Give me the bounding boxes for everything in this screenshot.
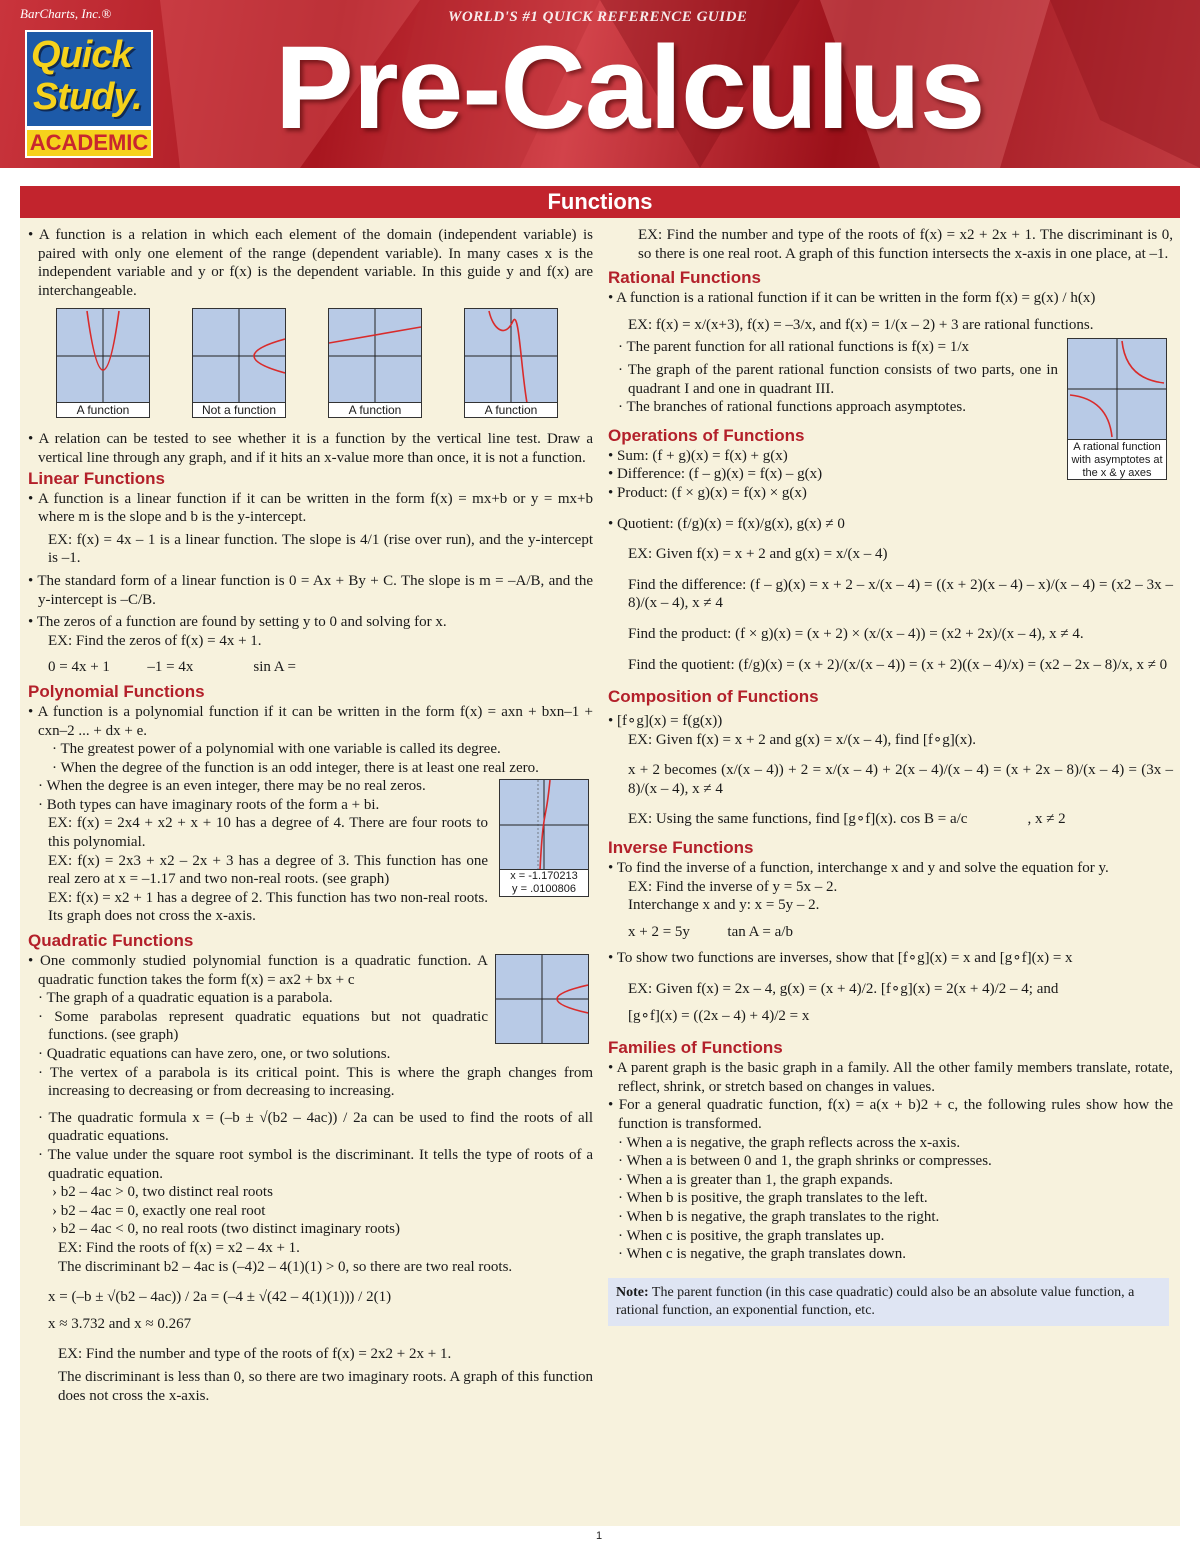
logo-box	[25, 30, 153, 128]
graph-parabola	[56, 308, 150, 418]
operation-quotient: • Quotient: (f/g)(x) = f(x)/g(x), g(x) ≠ 0	[608, 515, 845, 532]
discriminant-zero: › b2 – 4ac = 0, exactly one real root	[52, 1202, 266, 1219]
zeros-definition: • The zeros of a function are found by setting y to 0 and solving for x.	[28, 614, 447, 631]
quadratic-example-1-formula: x = (–b ± √(b2 – 4ac)) / 2a = (–4 ± √(42 – 4(1)(1))) / 2(1)	[48, 1289, 392, 1306]
rule-a-between: · When a is between 0 and 1, the graph shrinks or compresses.	[618, 1153, 992, 1170]
calculator-y: y = .0100806	[512, 883, 576, 896]
quadratic-formula: · The quadratic formula x = (–b ± √(b2 – 4ac)) / 2a can be used to find the roots of all quadratic equations.	[38, 1109, 593, 1145]
graph-caption-2: Not a function	[193, 402, 285, 417]
families-heading: Families of Functions	[608, 1038, 783, 1058]
note-text: The parent function (in this case quadratic) could also be an absolute value function, a rational function, an exponential function, etc.	[616, 1284, 1135, 1318]
graph-sideways-plot	[193, 309, 285, 417]
graph-caption-4: A function	[465, 402, 557, 417]
calculator-x: x = -1.170213	[510, 870, 578, 883]
operations-example: EX: Given f(x) = x + 2 and g(x) = x/(x – 4)	[628, 546, 888, 563]
polynomial-definition: • A function is a polynomial function if it can be written in the form f(x) = axn + bxn–1 + cxn–2 ... + dx + e.	[28, 703, 593, 739]
graph-sideways-parabola	[192, 308, 286, 418]
polynomial-even: · When the degree is an even integer, there may be no real zeros.	[38, 778, 426, 795]
polynomial-examples-text	[28, 777, 488, 926]
rule-c-negative: · When c is negative, the graph translates down.	[618, 1246, 906, 1263]
polynomial-degree: · The greatest power of a polynomial with one variable is called its degree.	[52, 741, 501, 758]
quadratic-example-2: EX: Find the number and type of the roots of f(x) = 2x2 + 2x + 1.	[58, 1346, 452, 1363]
graph-caption-1: A function	[57, 402, 149, 417]
rational-heading: Rational Functions	[608, 268, 761, 288]
inverse-interchange: Interchange x and y: x = 5y – 2.	[628, 897, 820, 914]
graph-polynomial-plot	[500, 780, 588, 870]
quadratic-heading: Quadratic Functions	[28, 931, 194, 951]
logo-academic: ACADEMIC	[25, 128, 153, 158]
rational-asymptotes: · The branches of rational functions approach asymptotes.	[618, 399, 966, 416]
operation-product: • Product: (f × g)(x) = f(x) × g(x)	[608, 484, 807, 501]
graph-rational	[1067, 338, 1167, 480]
quadratic-example-1: EX: Find the roots of f(x) = x2 – 4x + 1.	[58, 1239, 300, 1256]
linear-standard-form: • The standard form of a linear function is 0 = Ax + By + C. The slope is m = –A/B, and the y-intercept is –C/B.	[28, 572, 593, 608]
composition-heading: Composition of Functions	[608, 687, 819, 707]
operations-difference-work: Find the difference: (f – g)(x) = x + 2 – x/(x – 4) = ((x + 2)(x – 4) – x)/(x – 4) = (x2 – 3x – 8)/(x – 4), x ≠ 4	[628, 576, 1173, 612]
graph-rational-plot	[1068, 339, 1166, 439]
quadratic-discriminant: · The value under the square root symbol is the discriminant. It tells the type of roots of a quadratic equation.	[38, 1146, 593, 1182]
composition-example: EX: Given f(x) = x + 2 and g(x) = x/(x – 4), find [f∘g](x).	[628, 731, 977, 748]
page-title: Pre-Calculus	[275, 22, 985, 154]
function-graphs-row	[28, 308, 593, 418]
quadratic-example-1-discriminant: The discriminant b2 – 4ac is (–4)2 – 4(1)(1) > 0, so there are two real roots.	[58, 1258, 513, 1275]
rational-parent-text	[608, 338, 1058, 416]
right-column	[608, 226, 1173, 1326]
inverse-verification: • To show two functions are inverses, show that [f∘g](x) = x and [g∘f](x) = x	[608, 950, 1073, 967]
section-title: Functions	[547, 189, 653, 214]
graph-cubic-plot	[465, 309, 557, 417]
quadratic-definition: • One commonly studied polynomial function is a quadratic function. A quadratic function takes the form f(x) = ax2 + bx + c	[28, 953, 488, 988]
polynomial-imaginary: · Both types can have imaginary roots of the form a + bi.	[38, 796, 380, 813]
polynomial-odd: · When the degree of the function is an odd integer, there is at least one real zero.	[52, 759, 539, 776]
graph-rational-caption: A rational function with asymptotes at the x & y axes	[1068, 439, 1166, 479]
function-definition: • A function is a relation in which each element of the domain (independent variable) is paired with only one element of the range (dependent variable). In many cases x is the independent variable and y or f(x) is the dependent variable. In this guide y and f(x) are interchangeable.	[28, 227, 593, 299]
families-note-box	[608, 1278, 1169, 1326]
quadratic-parabola: · The graph of a quadratic equation is a parabola.	[38, 990, 333, 1007]
composition-example-2-tail: , x ≠ 2	[1027, 811, 1066, 828]
discriminant-zero-example: EX: Find the number and type of the roots of f(x) = x2 + 2x + 1. The discriminant is 0, so there is one real root. A graph of this function intersects the x-axis in one place, at –1.	[638, 227, 1173, 262]
polynomial-example-2: EX: f(x) = 2x3 + x2 – 2x + 3 has a degree of 3. This function has one real zero at x = –1.17 and two non-real roots. (see graph)	[48, 852, 488, 888]
graph-sideways-quadratic	[495, 954, 589, 1044]
rational-parent: · The parent function for all rational functions is f(x) = 1/x	[618, 339, 969, 356]
families-general-quadratic: • For a general quadratic function, f(x) = a(x + b)2 + c, the following rules show how the function is transformed.	[608, 1097, 1173, 1132]
quadratic-intro-block	[28, 952, 593, 1045]
quadratic-example-1-result: x ≈ 3.732 and x ≈ 0.267	[48, 1315, 192, 1332]
inverse-heading: Inverse Functions	[608, 838, 754, 858]
composition-example-2-text: EX: Using the same functions, find [g∘f](x). cos B = a/c	[628, 811, 968, 828]
graph-line-plot	[329, 309, 421, 417]
operations-product-work: Find the product: (f × g)(x) = (x + 2) × (x/(x – 4)) = (x2 + 2x)/(x – 4), x ≠ 4.	[628, 625, 1084, 642]
quadratic-vertex: · The vertex of a parabola is its critical point. This is where the graph changes from increasing to decreasing or from decreasing to increasing.	[38, 1064, 593, 1100]
tagline: WORLD'S #1 QUICK REFERENCE GUIDE	[448, 9, 748, 25]
rational-examples: EX: f(x) = x/(x+3), f(x) = –3/x, and f(x) = 1/(x – 2) + 3 are rational functions.	[628, 316, 1094, 333]
logo-line-1: Quick	[31, 34, 132, 76]
quadratic-solutions: · Quadratic equations can have zero, one, or two solutions.	[38, 1046, 391, 1062]
rule-a-greater: · When a is greater than 1, the graph expands.	[618, 1171, 894, 1188]
inverse-example: EX: Find the inverse of y = 5x – 2.	[628, 878, 838, 895]
left-column	[28, 226, 593, 1405]
operations-quotient-work: Find the quotient: (f/g)(x) = (x + 2)/(x/(x – 4)) = (x + 2)((x – 4)/x) = (x2 – 2x – 8)/x, x ≠ 0	[628, 656, 1168, 673]
rule-b-positive: · When b is positive, the graph translates to the left.	[618, 1190, 928, 1207]
inverse-work: x + 2 = 5y tan A = a/b	[628, 923, 793, 940]
zeros-example: EX: Find the zeros of f(x) = 4x + 1.	[48, 632, 262, 649]
zeros-work: 0 = 4x + 1 –1 = 4x sin A =	[48, 659, 297, 676]
composition-definition: • [f∘g](x) = f(g(x))	[608, 713, 723, 730]
calculator-readout	[500, 869, 588, 896]
logo-line-2: Study.	[33, 76, 142, 118]
operations-heading: Operations of Functions	[608, 425, 805, 445]
header-banner	[0, 0, 1200, 168]
families-parent-graph: • A parent graph is the basic graph in a family. All the other family members translate, rotate, reflect, shrink, or stretch based on changes in values.	[608, 1060, 1173, 1095]
publisher-brand: BarCharts, Inc.®	[20, 6, 112, 21]
graph-polynomial	[499, 779, 589, 897]
inverse-example-2: EX: Given f(x) = 2x – 4, g(x) = (x + 4)/2. [f∘g](x) = 2(x + 4)/2 – 4; and	[628, 981, 1059, 998]
polynomial-example-1: EX: f(x) = 2x4 + x2 + x + 10 has a degree of 4. There are four roots to this polynomial.	[48, 815, 488, 851]
graph-line	[328, 308, 422, 418]
page-number: 1	[596, 1530, 603, 1542]
linear-heading: Linear Functions	[28, 468, 165, 488]
graph-caption-3: A function	[329, 402, 421, 417]
rational-quadrants: · The graph of the parent rational function consists of two parts, one in quadrant I and one in quadrant III.	[618, 361, 1058, 397]
quadratic-not-function: · Some parabolas represent quadratic equations but not quadratic functions. (see graph)	[38, 1008, 488, 1044]
inverse-example-2-b: [g∘f](x) = ((2x – 4) + 4)/2 = x	[628, 1007, 810, 1024]
rational-definition: • A function is a rational function if it can be written in the form f(x) = g(x) / h(x)	[608, 290, 1096, 307]
linear-definition: • A function is a linear function if it can be written in the form f(x) = mx+b or y = mx+b where m is the slope and b is the y-intercept.	[28, 490, 593, 526]
graph-cubic	[464, 308, 558, 418]
polynomial-examples-block	[28, 777, 593, 926]
polynomial-heading: Polynomial Functions	[28, 681, 205, 701]
linear-example: EX: f(x) = 4x – 1 is a linear function. The slope is 4/1 (rise over run), and the y-intercept is –1.	[48, 531, 593, 567]
composition-work: x + 2 becomes (x/(x – 4)) + 2 = x/(x – 4) + 2(x – 4)/(x – 4) = (x + 2x – 8)/(x – 4) = (3x – 8)/(x – 4), x ≠ 4	[628, 762, 1173, 797]
vertical-line-test: • A relation can be tested to see whether it is a function by the vertical line test. Draw a vertical line through any graph, and if it hits an x-value more than once, it is not a function.	[28, 431, 593, 466]
operation-sum: • Sum: (f + g)(x) = f(x) + g(x)	[608, 447, 788, 464]
graph-parabola-plot	[57, 309, 149, 417]
operation-difference: • Difference: (f – g)(x) = f(x) – g(x)	[608, 466, 823, 483]
quadratic-intro-text	[28, 952, 488, 1045]
rule-a-negative: · When a is negative, the graph reflects across the x-axis.	[618, 1134, 961, 1151]
rule-b-negative: · When b is negative, the graph translates to the right.	[618, 1208, 940, 1225]
quickstudy-logo	[25, 30, 153, 160]
graph-sideways-quadratic-plot	[496, 955, 588, 1043]
polynomial-example-3: EX: f(x) = x2 + 1 has a degree of 2. This function has two non-real roots. Its graph does not cross the x-axis.	[48, 889, 488, 925]
inverse-definition: • To find the inverse of a function, interchange x and y and solve the equation for y.	[608, 860, 1109, 877]
rule-c-positive: · When c is positive, the graph translates up.	[618, 1227, 885, 1244]
note-label: Note:	[616, 1284, 649, 1300]
discriminant-negative: › b2 – 4ac < 0, no real roots (two distinct imaginary roots)	[52, 1221, 400, 1238]
composition-example-2	[608, 810, 1173, 829]
discriminant-positive: › b2 – 4ac > 0, two distinct real roots	[52, 1184, 273, 1201]
quadratic-example-2-explanation: The discriminant is less than 0, so there are two imaginary roots. A graph of this function does not cross the x-axis.	[58, 1368, 593, 1404]
section-band	[20, 186, 1180, 218]
